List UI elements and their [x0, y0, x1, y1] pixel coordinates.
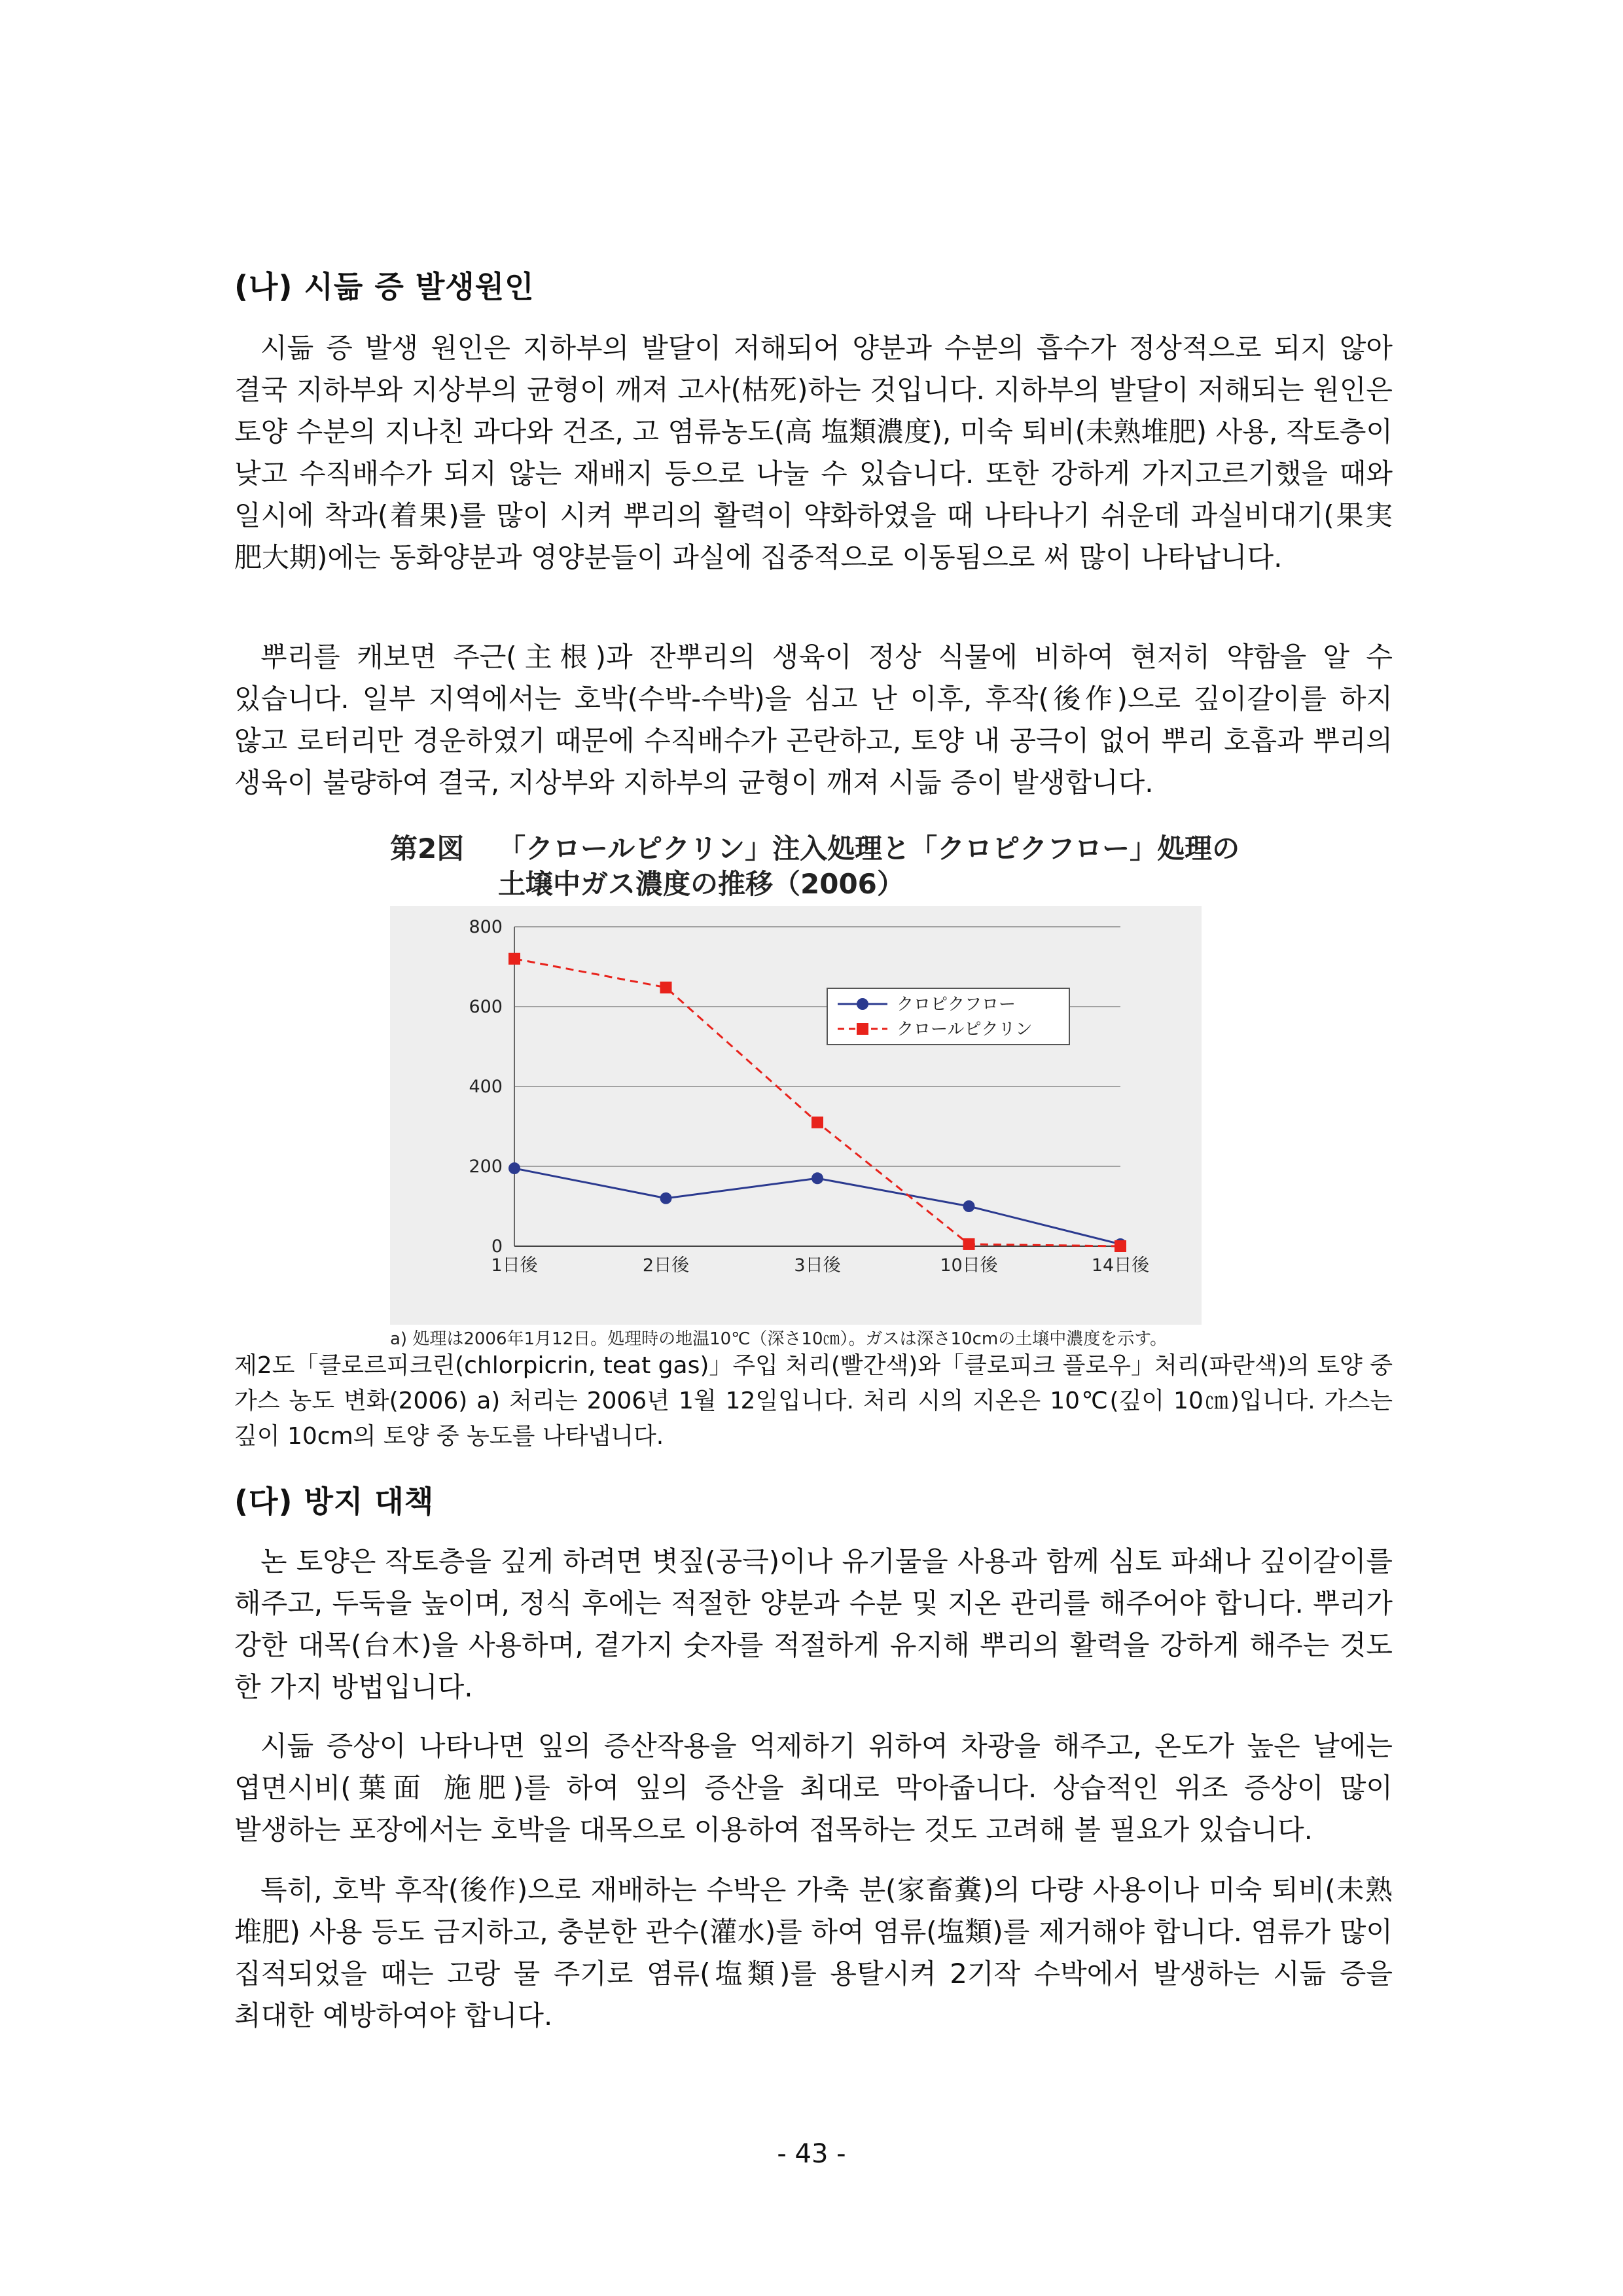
legend-label: クロールピクリン	[897, 1020, 1033, 1039]
legend-marker-circle	[857, 998, 868, 1010]
paragraph-causes-1: 시듦 증 발생 원인은 지하부의 발달이 저해되어 양분과 수분의 흡수가 정상적으로 되지 않아 결국 지하부와 지상부의 균형이 깨져 고사(枯死)하는 것입니다. 지하부의 발달이 저해되는 원인은 토양 수분의 지나친 과다와 건조, 고 염류농도(高 塩類濃度), 미숙 퇴비(未熟堆肥) 사용, 작토층이 낮고 수직배수가 되지 않는 재배지 등으로 나눌 수 있습니다. 또한 강하게 가지고르기했을 때와 일시에 착과(着果)를 많이 시켜 뿌리의 활력이 약화하였을 때 나타나기 쉬운데 과실비대기(果実 肥大期)에는 동화양분과 영양분들이 과실에 집중적으로 이동됨으로 써 많이 나타납니다.	[234, 332, 1393, 573]
paragraph-prevention-1: 논 토양은 작토층을 깊게 하려면 볏짚(공극)이나 유기물을 사용과 함께 심토 파쇄나 깊이갈이를 해주고, 두둑을 높이며, 정식 후에는 적절한 양분과 수분 및 지온 관리를 해주어야 합니다. 뿌리가 강한 대목(台木)을 사용하며, 곁가지 숫자를 적절하게 유지해 뿌리의 활력을 강하게 해주는 것도 한 가지 방법입니다.	[234, 1545, 1393, 1703]
figure-title-line1: 「クロールピクリン」注入処理と「クロピクフロー」処理の	[498, 833, 1240, 865]
y-tick-label: 400	[469, 1077, 503, 1097]
data-point-square	[660, 982, 672, 994]
data-point-circle	[660, 1193, 672, 1204]
x-tick-label: 14日後	[1091, 1255, 1150, 1276]
legend-label: クロピクフロー	[897, 995, 1016, 1014]
figure-number: 第2図	[390, 833, 465, 865]
figure-title	[390, 831, 1240, 902]
data-point-circle	[812, 1172, 823, 1184]
x-tick-label: 1日後	[491, 1255, 538, 1276]
figure-title-line2: 土壌中ガス濃度の推移（2006）	[498, 868, 904, 900]
y-tick-label: 200	[469, 1157, 503, 1177]
page-number: - 43 -	[777, 2139, 846, 2169]
x-tick-label: 3日後	[794, 1255, 841, 1276]
y-tick-label: 800	[469, 917, 503, 937]
legend-marker-square	[857, 1023, 868, 1035]
data-point-square	[508, 953, 520, 965]
x-tick-label: 10日後	[940, 1255, 998, 1276]
data-point-circle	[963, 1200, 975, 1212]
data-point-circle	[508, 1162, 520, 1174]
data-point-square	[963, 1238, 975, 1250]
paragraph-prevention-3: 특히, 호박 후작(後作)으로 재배하는 수박은 가축 분(家畜糞)의 다량 사용이나 미숙 퇴비(未熟 堆肥) 사용 등도 금지하고, 충분한 관수(灌水)를 하여 염류(塩類)를 제거해야 합니다. 염류가 많이 집적되었을 때는 고랑 물 주기로 염류(塩類)를 용탈시켜 2기작 수박에서 발생하는 시듦 증을 최대한 예방하여야 합니다.	[234, 1874, 1393, 2032]
paragraph-causes-2: 뿌리를 캐보면 주근(主根)과 잔뿌리의 생육이 정상 식물에 비하여 현저히 약함을 알 수 있습니다. 일부 지역에서는 호박(수박-수박)을 심고 난 이후, 후작(後作)으로 깊이갈이를 하지 않고 로터리만 경운하였기 때문에 수직배수가 곤란하고, 토양 내 공극이 없어 뿌리 호흡과 뿌리의 생육이 불량하여 결국, 지상부와 지하부의 균형이 깨져 시듦 증이 발생합니다.	[234, 641, 1393, 798]
data-point-square	[1115, 1240, 1126, 1252]
figure-caption: 제2도「클로르피크린(chlorpicrin, teat gas)」주입 처리(빨간색)와「클로피크 플로우」처리(파란색)의 토양 중 가스 농도 변화(2006) a) 처리는 2006년 1월 12일입니다. 처리 시의 지온은 10℃(깊이 10㎝)입니다. 가스는 깊이 10cm의 토양 중 농도를 나타냅니다.	[234, 1352, 1393, 1450]
section-heading-causes: (나) 시듦 증 발생원인	[234, 269, 535, 304]
data-point-square	[812, 1117, 823, 1128]
y-tick-label: 600	[469, 997, 503, 1017]
gas-concentration-chart	[390, 906, 1202, 1325]
figure-note: a) 処理は2006年1月12日。処理時の地温10℃（深さ10㎝）。ガスは深さ10cmの土壌中濃度を示す。	[390, 1329, 1168, 1349]
paragraph-prevention-2: 시듦 증상이 나타나면 잎의 증산작용을 억제하기 위하여 차광을 해주고, 온도가 높은 날에는 엽면시비(葉面 施肥)를 하여 잎의 증산을 최대로 막아줍니다. 상습적인 위조 증상이 많이 발생하는 포장에서는 호박을 대목으로 이용하여 접목하는 것도 고려해 볼 필요가 있습니다.	[234, 1730, 1393, 1846]
x-tick-label: 2日後	[642, 1255, 690, 1276]
section-heading-prevention: (다) 방지 대책	[234, 1484, 435, 1519]
y-tick-label: 0	[491, 1236, 503, 1257]
chart-panel	[390, 906, 1202, 1325]
